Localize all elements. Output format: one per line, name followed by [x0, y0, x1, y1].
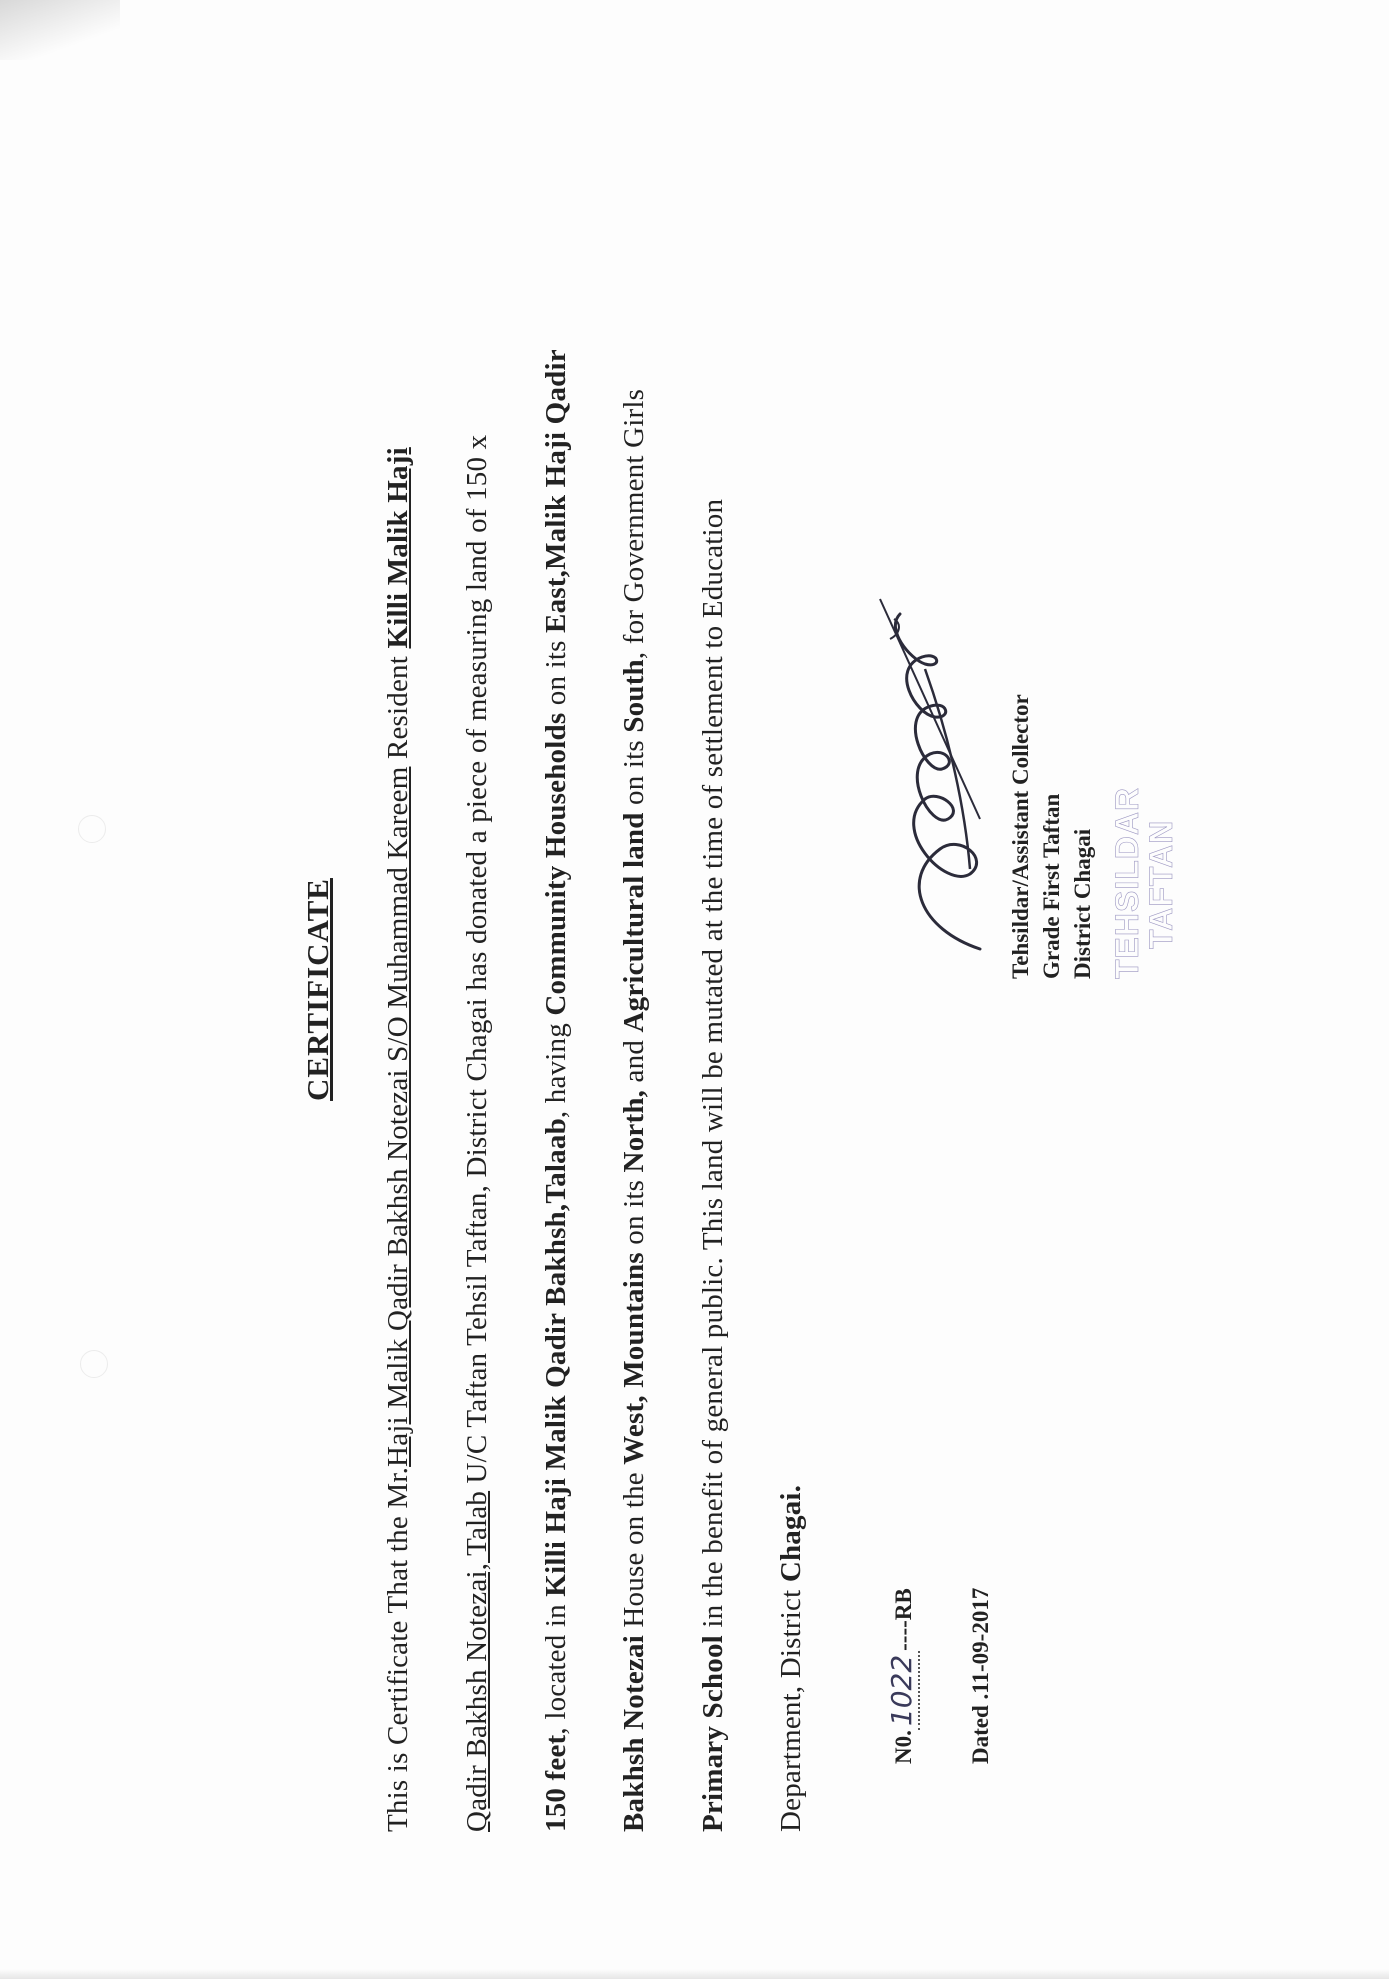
body-text-segment: South — [618, 659, 650, 733]
signatory-grade: Grade First Taftan — [1039, 793, 1064, 979]
signature-image — [830, 589, 1010, 969]
body-text-segment: 150 feet — [540, 1734, 572, 1832]
body-text-segment: Killi Haji Malik Qadir Bakhsh,Talaab — [540, 1118, 572, 1597]
certificate-title: CERTIFICATE — [300, 878, 335, 1101]
body-line-5 — [697, 499, 730, 1832]
body-text-segment: and — [618, 1032, 650, 1090]
body-text-segment: on its — [540, 632, 572, 713]
signatory-district: District Chagai — [1070, 828, 1095, 979]
body-text-segment: , for Government Girls — [618, 388, 650, 660]
body-text-segment: Haji Malik Qadir Bakhsh Notezai S/O Muhammad Kareem — [382, 766, 414, 1467]
body-text-segment: Qadir Bakhsh Notezai, Talab — [461, 1490, 493, 1832]
signatory-title: Tehsildar/Assistant Collector — [1008, 694, 1033, 979]
body-text-segment: North, — [618, 1089, 650, 1173]
body-line-6 — [775, 1485, 808, 1832]
body-text-segment: Agricultural land — [618, 812, 650, 1033]
body-text-segment: East,Malik Haji Qadir — [540, 349, 572, 633]
body-line-2 — [461, 435, 494, 1832]
body-text-segment: This is Certificate That the Mr. — [382, 1466, 414, 1832]
body-text-segment: Chagai. — [775, 1484, 807, 1583]
body-text-segment: on its — [618, 1172, 650, 1253]
body-text-segment: , located in — [540, 1596, 572, 1735]
reference-number: N0.1022----RB — [885, 1588, 918, 1764]
body-text-segment: Resident — [382, 648, 414, 767]
body-text-segment: House on the — [618, 1464, 650, 1636]
body-text-segment: in the benefit of general public. This land will be mutated at the time of settlement to Education — [697, 498, 729, 1636]
body-text-segment: Department, District — [775, 1582, 807, 1832]
body-text-segment: West, Mountains — [618, 1252, 650, 1465]
body-text-segment: on its — [618, 732, 650, 813]
body-text-segment: Bakhsh Notezai — [618, 1635, 650, 1832]
body-text-segment: Killi Malik Haji — [382, 447, 414, 649]
body-text-segment: U/C Taftan Tehsil Taftan, District Chagai has donated a piece of measuring land of 150 x — [461, 434, 493, 1491]
body-line-1 — [382, 447, 415, 1832]
handwritten-number: 1022 — [885, 1651, 920, 1730]
body-line-3 — [540, 349, 573, 1832]
signatory-block — [1005, 694, 1098, 979]
body-text-segment: Primary School — [697, 1635, 729, 1832]
body-text-segment: , having — [540, 1015, 572, 1119]
body-text-segment: Community Households — [540, 712, 572, 1016]
body-line-4 — [618, 389, 651, 1832]
official-stamp: TEHSILDAR TAFTAN — [1109, 786, 1179, 979]
reference-date: Dated .11-09-2017 — [968, 1587, 993, 1764]
